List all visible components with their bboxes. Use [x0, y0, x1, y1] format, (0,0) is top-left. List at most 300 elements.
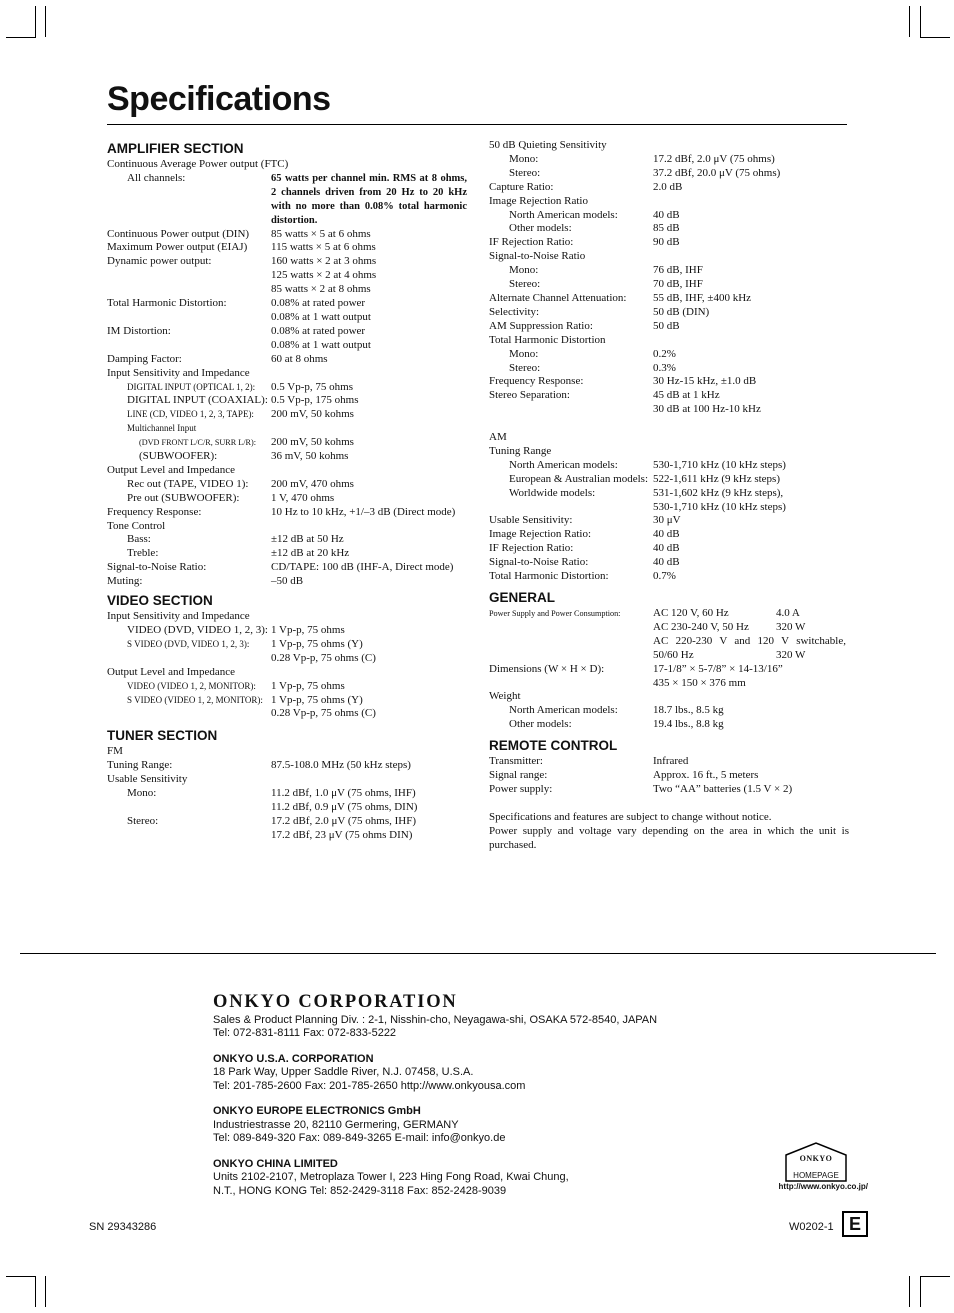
spec-value: [653, 209, 849, 223]
spec-value-line: 85 watts × 2 at 8 ohms: [271, 283, 371, 296]
spec-value-line: 65 watts per channel min. RMS at 8 ohms, 2 channels driven from 20 Hz to 20 kHz with no more than 0.08% total harmonic distortion.: [271, 172, 467, 226]
power-values: [653, 607, 849, 663]
spec-row: [489, 264, 849, 278]
spec-row: [107, 787, 467, 815]
spec-row: [489, 348, 849, 362]
spec-label: Continuous Average Power output (FTC): [107, 158, 289, 170]
spec-row: [489, 236, 849, 250]
remote-spec-list: [489, 755, 849, 797]
spec-value: [271, 325, 467, 353]
spec-row: [489, 362, 849, 376]
serial-number: SN 29343286: [89, 1221, 157, 1233]
spec-value-line: 1 Vp-p, 75 ohms: [271, 679, 345, 692]
spec-row: [107, 624, 467, 638]
spec-value: [271, 172, 467, 228]
spec-value: [653, 139, 849, 153]
spec-value: [271, 680, 467, 694]
spec-value: [271, 297, 467, 325]
spec-value-line: 200 mV, 50 kohms: [271, 408, 354, 421]
spec-value: [653, 473, 849, 487]
spec-value: [271, 464, 467, 478]
spec-label: VIDEO (VIDEO 1, 2, MONITOR):: [127, 680, 256, 691]
office-name: ONKYO CHINA LIMITED: [213, 1157, 338, 1170]
spec-value: [653, 690, 849, 704]
spec-label: Pre out (SUBWOOFER):: [127, 491, 240, 504]
spec-value-line: 200 mV, 470 ohms: [271, 477, 354, 490]
spec-row: [489, 417, 849, 431]
corporation-logo: ONKYO CORPORATION: [213, 992, 458, 1012]
spec-row: [107, 228, 467, 242]
spec-row: [107, 575, 467, 589]
spec-label: Maximum Power output (EIAJ): [107, 241, 248, 254]
spec-label: Treble:: [127, 547, 159, 560]
spec-label: IF Rejection Ratio:: [489, 236, 574, 249]
section-heading-amplifier: AMPLIFIER SECTION: [107, 141, 244, 156]
spec-label: Mono:: [509, 347, 539, 360]
spec-label: Input Sensitivity and Impedance: [107, 366, 250, 379]
spec-value: [653, 195, 849, 209]
spec-label: Stereo Separation:: [489, 389, 570, 402]
spec-label: Capture Ratio:: [489, 180, 554, 193]
spec-value-line: Approx. 16 ft., 5 meters: [653, 769, 759, 782]
crop-mark: [35, 1276, 36, 1307]
spec-value: [271, 694, 467, 722]
spec-label: Frequency Response:: [107, 505, 202, 518]
spec-value: [271, 228, 467, 242]
spec-value: [271, 759, 467, 773]
spec-label: Stereo:: [509, 166, 541, 179]
spec-value-line: 0.2%: [653, 347, 676, 360]
spec-value-line: Infrared: [653, 755, 689, 768]
spec-value: [653, 459, 849, 473]
spec-value: [271, 575, 467, 589]
spec-value-line: 200 mV, 50 kohms: [271, 436, 354, 449]
spec-label: Signal-to-Noise Ratio: [489, 250, 586, 263]
spec-value: [653, 389, 849, 417]
spec-row: [107, 638, 467, 666]
spec-row: [489, 769, 849, 783]
spec-label: Dimensions (W × H × D):: [489, 662, 605, 675]
spec-label: IM Distortion:: [107, 324, 171, 337]
spec-value-line: 87.5-108.0 MHz (50 kHz steps): [271, 759, 411, 772]
spec-label: Signal range:: [489, 769, 548, 782]
homepage-brand: ONKYO: [799, 1154, 833, 1163]
spec-label: Stereo:: [509, 278, 541, 291]
spec-value-line: 0.28 Vp-p, 75 ohms (C): [271, 707, 376, 720]
spec-value-line: Two “AA” batteries (1.5 V × 2): [653, 782, 793, 795]
note-line: Power supply and voltage vary depending on the area in which the unit is purchased.: [489, 824, 849, 851]
spec-value-line: 0.5 Vp-p, 75 ohms: [271, 380, 353, 393]
homepage-badge: [764, 1142, 868, 1192]
spec-label: North American models:: [509, 458, 618, 471]
spec-value-line: 30 Hz-15 kHz, ±1.0 dB: [653, 375, 757, 388]
spec-value: [653, 755, 849, 769]
spec-value: [271, 666, 467, 680]
spec-value-line: CD/TAPE: 100 dB (IHF-A, Direct mode): [271, 561, 454, 574]
spec-label: Usable Sensitivity: [107, 773, 188, 786]
spec-value-line: 90 dB: [653, 236, 680, 249]
spec-value: [653, 718, 849, 732]
power-spec: AC 230-240 V, 50 Hz: [653, 620, 749, 633]
spec-label: Stereo:: [127, 814, 159, 827]
spec-value-line: 60 at 8 ohms: [271, 352, 328, 365]
spec-value-line: 55 dB, IHF, ±400 kHz: [653, 291, 752, 304]
power-spec: AC 220-230 V and 120 V switchable, 50/60 Hz: [653, 634, 846, 661]
spec-value: [271, 506, 467, 520]
spec-label: Rec out (TAPE, VIDEO 1):: [127, 477, 249, 490]
spec-value: [653, 362, 849, 376]
right-column: [489, 139, 849, 853]
spec-row: [489, 195, 849, 209]
spec-label: DIGITAL INPUT (COAXIAL):: [127, 394, 268, 407]
spec-label: Total Harmonic Distortion:: [489, 570, 609, 583]
spec-row: [107, 436, 467, 450]
crop-mark: [920, 1276, 950, 1277]
spec-label: Transmitter:: [489, 755, 543, 768]
spec-row: [489, 334, 849, 348]
crop-mark: [920, 6, 921, 37]
spec-row: [489, 487, 849, 515]
spec-row: [489, 167, 849, 181]
spec-value: [271, 773, 467, 787]
spec-value-line: 17.2 dBf, 23 μV (75 ohms DIN): [271, 828, 413, 841]
spec-label: Image Rejection Ratio:: [489, 528, 592, 541]
spec-row-power: [489, 607, 849, 663]
spec-row: [107, 561, 467, 575]
spec-value: [271, 624, 467, 638]
spec-label: IF Rejection Ratio:: [489, 542, 574, 555]
spec-label: FM: [107, 745, 123, 758]
spec-row: [107, 367, 467, 381]
spec-row: [489, 250, 849, 264]
spec-value-line: 0.08% at 1 watt output: [271, 338, 371, 351]
spec-label: S VIDEO (DVD, VIDEO 1, 2, 3):: [127, 638, 250, 649]
spec-row: [107, 520, 467, 534]
spec-value-line: 1 Vp-p, 75 ohms (Y): [271, 637, 363, 650]
video-spec-list: [107, 610, 467, 721]
spec-row: [107, 172, 467, 228]
spec-value: [271, 241, 467, 255]
crop-mark: [6, 37, 36, 38]
spec-value: [653, 292, 849, 306]
spec-value: [653, 375, 849, 389]
spec-value: [653, 431, 849, 445]
spec-row: [489, 375, 849, 389]
spec-value-line: 45 dB at 1 kHz: [653, 389, 720, 402]
spec-value-line: 76 dB, IHF: [653, 264, 703, 277]
spec-value: [271, 436, 467, 450]
crop-mark: [35, 6, 36, 37]
spec-value: [653, 769, 849, 783]
spec-label: Frequency Response:: [489, 375, 584, 388]
section-heading-general: GENERAL: [489, 590, 556, 605]
spec-row: [489, 320, 849, 334]
spec-label: Total Harmonic Distortion:: [107, 297, 227, 310]
spec-value: [653, 153, 849, 167]
spec-label: Tuning Range: [489, 444, 552, 457]
crop-mark: [45, 6, 46, 37]
spec-value-line: 1 V, 470 ohms: [271, 491, 335, 504]
spec-value-line: 70 dB, IHF: [653, 278, 703, 291]
spec-row: [107, 353, 467, 367]
spec-label: Mono:: [509, 264, 539, 277]
homepage-url[interactable]: http://www.onkyo.co.jp/: [778, 1182, 868, 1191]
spec-value-line: 0.28 Vp-p, 75 ohms (C): [271, 651, 376, 664]
spec-label: Power supply:: [489, 782, 553, 795]
spec-value: [653, 236, 849, 250]
spec-row: [489, 704, 849, 718]
section-heading-tuner: TUNER SECTION: [107, 728, 218, 744]
spec-value-line: 50 dB: [653, 319, 680, 332]
spec-row: [107, 694, 467, 722]
spec-label: Mono:: [509, 152, 539, 165]
spec-label: [489, 417, 653, 431]
spec-label: Weight: [489, 690, 521, 703]
spec-row: [489, 570, 849, 584]
spec-row: [489, 473, 849, 487]
crop-mark: [909, 1276, 910, 1307]
crop-mark: [920, 1276, 921, 1307]
power-rating: 320 W: [776, 648, 806, 661]
spec-row: [489, 139, 849, 153]
spec-row: [489, 663, 849, 691]
spec-label: European & Australian models:: [509, 472, 648, 485]
spec-value-line: 0.5 Vp-p, 175 ohms: [271, 394, 359, 407]
spec-row: [489, 278, 849, 292]
spec-row: [107, 610, 467, 624]
office-line: Tel: 201-785-2600 Fax: 201-785-2650 http://www.onkyousa.com: [213, 1079, 526, 1092]
spec-row: [489, 431, 849, 445]
spec-value-line: 522-1,611 kHz (9 kHz steps): [653, 472, 780, 485]
left-column: [107, 140, 467, 843]
spec-row: [489, 306, 849, 320]
spec-value-line: 125 watts × 2 at 4 ohms: [271, 269, 377, 282]
spec-value: [653, 487, 849, 515]
spec-value-line: 30 μV: [653, 514, 681, 527]
spec-row: [489, 514, 849, 528]
spec-row: [489, 755, 849, 769]
spec-label: Worldwide models:: [509, 486, 596, 499]
corporation-address: Sales & Product Planning Div. : 2-1, Nisshin-cho, Neyagawa-shi, OSAKA 572-8540, JAPAN: [213, 1013, 658, 1026]
spec-value: [271, 450, 467, 464]
footer-divider: [20, 953, 936, 954]
spec-value: [653, 445, 849, 459]
spec-value-line: 11.2 dBf, 1.0 μV (75 ohms, IHF): [271, 787, 416, 800]
spec-value-line: ±12 dB at 20 kHz: [271, 547, 350, 560]
spec-value: [653, 181, 849, 195]
spec-value: [653, 570, 849, 584]
spec-value-line: 85 watts × 5 at 6 ohms: [271, 227, 371, 240]
spec-label: (SUBWOOFER):: [139, 450, 218, 463]
spec-label: Signal-to-Noise Ratio:: [107, 561, 207, 574]
spec-row: [489, 556, 849, 570]
spec-value: [271, 745, 467, 759]
power-line: [653, 607, 849, 621]
spec-row: [489, 181, 849, 195]
spec-value: [653, 320, 849, 334]
spec-value: [653, 250, 849, 264]
spec-label: Continuous Power output (DIN): [107, 227, 250, 240]
crop-mark: [909, 6, 910, 37]
spec-label: Dynamic power output:: [107, 255, 212, 268]
spec-value: [271, 533, 467, 547]
spec-value-line: 0.08% at rated power: [271, 297, 366, 310]
spec-value: [271, 367, 467, 381]
spec-value: [653, 417, 849, 431]
spec-value: [271, 381, 467, 395]
spec-value-line: 435 × 150 × 376 mm: [653, 676, 746, 689]
spec-value: [271, 353, 467, 367]
spec-value: [288, 158, 467, 172]
spec-row: [489, 528, 849, 542]
spec-value-line: 17.2 dBf, 2.0 μV (75 ohms, IHF): [271, 814, 417, 827]
crop-mark: [6, 1276, 36, 1277]
spec-row: [107, 666, 467, 680]
document-code: W0202-1: [789, 1221, 834, 1233]
spec-label: Mono:: [127, 787, 157, 800]
spec-value-line: 11.2 dBf, 0.9 μV (75 ohms, DIN): [271, 800, 418, 813]
spec-row: [107, 759, 467, 773]
spec-label: Multichannel Input: [127, 423, 197, 434]
spec-value-line: 19.4 lbs., 8.8 kg: [653, 718, 724, 731]
spec-value-line: 30 dB at 100 Hz-10 kHz: [653, 403, 761, 416]
spec-row: [107, 745, 467, 759]
spec-label: Total Harmonic Distortion: [489, 333, 606, 346]
spec-value: [653, 663, 849, 691]
power-spec: AC 120 V, 60 Hz: [653, 607, 729, 619]
homepage-label: HOMEPAGE: [793, 1171, 839, 1180]
spec-label: (DVD FRONT L/C/R, SURR L/R):: [139, 438, 256, 448]
spec-value-line: 40 dB: [653, 556, 680, 569]
spec-value-line: 2.0 dB: [653, 180, 683, 193]
spec-notes: [489, 811, 849, 853]
spec-label: Selectivity:: [489, 305, 540, 318]
spec-row: [107, 158, 467, 172]
spec-row: [489, 222, 849, 236]
spec-label: North American models:: [509, 208, 618, 221]
spec-value: [653, 167, 849, 181]
spec-value: [271, 255, 467, 297]
spec-value: [271, 815, 467, 843]
spec-value: [653, 528, 849, 542]
spec-row: [107, 506, 467, 520]
office-name: ONKYO U.S.A. CORPORATION: [213, 1052, 374, 1065]
title-divider: [107, 124, 847, 125]
spec-row: [107, 450, 467, 464]
spec-value: [271, 547, 467, 561]
spec-row: [107, 422, 467, 436]
spec-row: [107, 464, 467, 478]
spec-row: [107, 533, 467, 547]
spec-value-line: 530-1,710 kHz (10 kHz steps): [653, 500, 786, 513]
spec-row: [489, 718, 849, 732]
spec-row: [107, 492, 467, 506]
office-line: N.T., HONG KONG Tel: 852-2429-3118 Fax: 852-2428-9039: [213, 1184, 507, 1197]
note-line: Specifications and features are subject to change without notice.: [489, 810, 772, 823]
spec-row: [107, 325, 467, 353]
crop-mark: [45, 1276, 46, 1307]
spec-value: [653, 334, 849, 348]
spec-label: North American models:: [509, 704, 618, 717]
spec-row: [489, 783, 849, 797]
spec-label: Stereo:: [509, 361, 541, 374]
spec-row: [489, 209, 849, 223]
spec-value: [653, 278, 849, 292]
spec-value: [271, 394, 467, 408]
spec-row: [107, 408, 467, 422]
spec-value-line: 37.2 dBf, 20.0 μV (75 ohms): [653, 166, 781, 179]
spec-value-line: –50 dB: [271, 575, 304, 588]
spec-label: AM Suppression Ratio:: [489, 319, 593, 332]
spec-label: Input Sensitivity and Impedance: [107, 610, 250, 623]
spec-label: Other models:: [509, 222, 572, 235]
spec-label: Usable Sensitivity:: [489, 514, 573, 527]
spec-row: [107, 773, 467, 787]
spec-row: [107, 255, 467, 297]
spec-value-line: 40 dB: [653, 542, 680, 555]
spec-value: [653, 306, 849, 320]
spec-value: [653, 222, 849, 236]
spec-value: [653, 783, 849, 797]
spec-row: [489, 389, 849, 417]
spec-value-line: 0.08% at rated power: [271, 324, 366, 337]
spec-label: VIDEO (DVD, VIDEO 1, 2, 3):: [127, 624, 268, 636]
spec-value: [271, 422, 467, 436]
section-heading-remote: REMOTE CONTROL: [489, 738, 618, 754]
spec-value-line: 530-1,710 kHz (10 kHz steps): [653, 458, 786, 471]
spec-value-line: 10 Hz to 10 kHz, +1/–3 dB (Direct mode): [271, 505, 456, 518]
spec-value-line: 0.7%: [653, 570, 676, 583]
spec-row: [489, 292, 849, 306]
spec-label: Bass:: [127, 533, 151, 546]
amplifier-spec-list: [107, 158, 467, 589]
spec-value: [271, 561, 467, 575]
power-rating: 320 W: [776, 620, 806, 633]
spec-label: AM: [489, 431, 507, 444]
spec-row: [107, 394, 467, 408]
spec-row: [107, 241, 467, 255]
general-spec-list: [489, 663, 849, 733]
spec-value: [653, 556, 849, 570]
office-line: 18 Park Way, Upper Saddle River, N.J. 07458, U.S.A.: [213, 1066, 474, 1078]
spec-value: [271, 492, 467, 506]
spec-row: [107, 547, 467, 561]
spec-label: Damping Factor:: [107, 352, 182, 365]
spec-value: [271, 787, 467, 815]
spec-value: [653, 514, 849, 528]
spec-value-line: 531-1,602 kHz (9 kHz steps),: [653, 486, 784, 499]
office-line: Units 2102-2107, Metroplaza Tower I, 223 Hing Fong Road, Kwai Chung,: [213, 1171, 569, 1183]
office-name: ONKYO EUROPE ELECTRONICS GmbH: [213, 1105, 421, 1117]
spec-value-line: 0.3%: [653, 361, 676, 374]
spec-value-line: 18.7 lbs., 8.5 kg: [653, 704, 724, 717]
spec-label: DIGITAL INPUT (OPTICAL 1, 2):: [127, 381, 256, 392]
spec-value-line: 1 Vp-p, 75 ohms: [271, 624, 345, 636]
spec-value-line: 36 mV, 50 kohms: [271, 450, 349, 463]
spec-label: Muting:: [107, 575, 143, 588]
spec-label: Other models:: [509, 718, 572, 731]
spec-value-line: ±12 dB at 50 Hz: [271, 533, 344, 546]
language-badge: E: [842, 1211, 868, 1237]
spec-row: [489, 690, 849, 704]
spec-label: 50 dB Quieting Sensitivity: [489, 139, 607, 151]
spec-label: All channels:: [127, 171, 186, 184]
spec-row: [107, 815, 467, 843]
crop-mark: [920, 37, 950, 38]
spec-value-line: 0.08% at 1 watt output: [271, 310, 371, 323]
spec-value: [653, 264, 849, 278]
power-rating: 4.0 A: [776, 607, 800, 619]
